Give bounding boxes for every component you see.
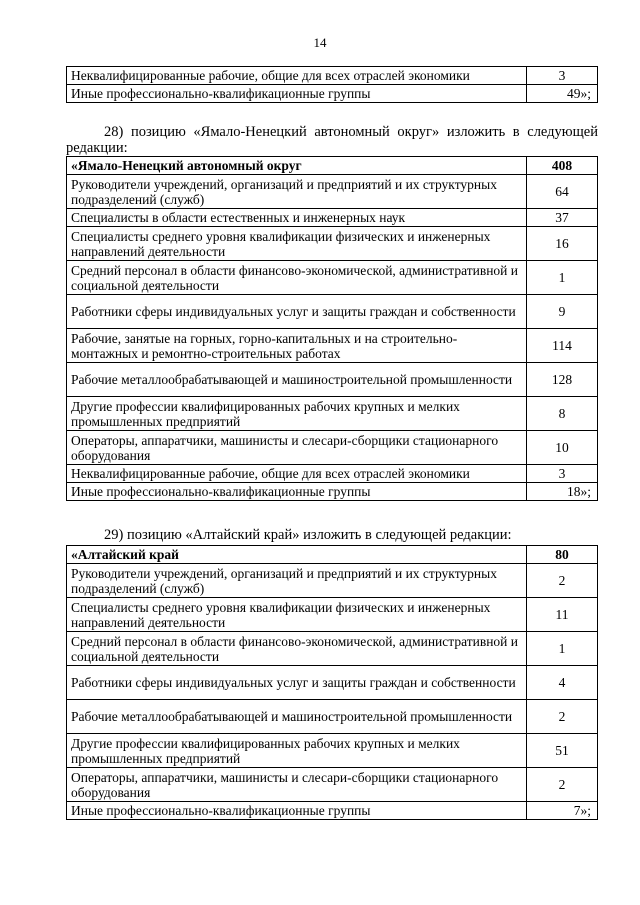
table-row (67, 209, 598, 227)
table-row (67, 598, 598, 632)
row-label: Специалисты в области естественных и инженерных наук (67, 209, 527, 227)
top-table (66, 66, 598, 103)
row-value: 49»; (527, 85, 598, 103)
row-label: Руководители учреждений, организаций и предприятий и их структурных подразделений (служб) (67, 175, 527, 209)
row-label: Другие профессии квалифицированных рабочих крупных и мелких промышленных предприятий (67, 397, 527, 431)
row-value: 8 (527, 397, 598, 431)
row-label: Неквалифицированные рабочие, общие для всех отраслей экономики (67, 67, 527, 85)
region-total: 408 (527, 157, 598, 175)
row-value: 114 (527, 329, 598, 363)
table-row (67, 397, 598, 431)
row-label: Рабочие металлообрабатывающей и машиностроительной промышленности (67, 363, 527, 397)
row-label: Операторы, аппаратчики, машинисты и слесари-сборщики стационарного оборудования (67, 768, 527, 802)
row-label: Работники сферы индивидуальных услуг и защиты граждан и собственности (67, 666, 527, 700)
row-label: Работники сферы индивидуальных услуг и защиты граждан и собственности (67, 295, 527, 329)
row-label: Средний персонал в области финансово-экономической, административной и социальной деятельности (67, 632, 527, 666)
table-row (67, 431, 598, 465)
row-label: Рабочие, занятые на горных, горно-капитальных и на строительно-монтажных и ремонтно-строительных работах (67, 329, 527, 363)
section-29-text: 29) позицию «Алтайский край» изложить в следующей редакции: (104, 527, 512, 543)
altai-krai-table (66, 545, 598, 820)
row-label: Операторы, аппаратчики, машинисты и слесари-сборщики стационарного оборудования (67, 431, 527, 465)
row-label: Средний персонал в области финансово-экономической, административной и социальной деятельности (67, 261, 527, 295)
region-total: 80 (527, 546, 598, 564)
row-label: Специалисты среднего уровня квалификации физических и инженерных направлений деятельности (67, 227, 527, 261)
row-value: 18»; (527, 483, 598, 501)
row-value: 9 (527, 295, 598, 329)
row-value: 128 (527, 363, 598, 397)
section-28-text: 28) позицию «Ямало-Ненецкий автономный округ» изложить в следующей редакции: (66, 124, 598, 156)
row-label: Иные профессионально-квалификационные группы (67, 85, 527, 103)
row-label: Иные профессионально-квалификационные группы (67, 802, 527, 820)
row-label: Другие профессии квалифицированных рабочих крупных и мелких промышленных предприятий (67, 734, 527, 768)
page-number: 14 (313, 35, 327, 50)
row-value: 3 (527, 67, 598, 85)
row-value: 7»; (527, 802, 598, 820)
row-label: Неквалифицированные рабочие, общие для всех отраслей экономики (67, 465, 527, 483)
table-row (67, 564, 598, 598)
table-header-row (67, 546, 598, 564)
table-row (67, 483, 598, 501)
row-value: 11 (527, 598, 598, 632)
row-value: 64 (527, 175, 598, 209)
table-row (67, 465, 598, 483)
row-value: 4 (527, 666, 598, 700)
table-row (67, 67, 598, 85)
table-header-row (67, 157, 598, 175)
yamalo-nenets-table (66, 156, 598, 501)
row-label: Рабочие металлообрабатывающей и машиностроительной промышленности (67, 700, 527, 734)
region-name: «Алтайский край (67, 546, 527, 564)
row-value: 1 (527, 632, 598, 666)
row-value: 10 (527, 431, 598, 465)
table-row (67, 700, 598, 734)
table-row (67, 175, 598, 209)
table-row (67, 768, 598, 802)
table-row (67, 85, 598, 103)
table-row (67, 329, 598, 363)
table-row (67, 734, 598, 768)
row-value: 1 (527, 261, 598, 295)
table-row (67, 802, 598, 820)
row-label: Иные профессионально-квалификационные группы (67, 483, 527, 501)
row-value: 37 (527, 209, 598, 227)
row-value: 2 (527, 768, 598, 802)
table-row (67, 227, 598, 261)
table-row (67, 363, 598, 397)
row-value: 2 (527, 700, 598, 734)
row-value: 3 (527, 465, 598, 483)
row-label: Руководители учреждений, организаций и предприятий и их структурных подразделений (служб) (67, 564, 527, 598)
table-row (67, 295, 598, 329)
region-name: «Ямало-Ненецкий автономный округ (67, 157, 527, 175)
table-row (67, 632, 598, 666)
row-label: Специалисты среднего уровня квалификации физических и инженерных направлений деятельности (67, 598, 527, 632)
row-value: 16 (527, 227, 598, 261)
table-row (67, 261, 598, 295)
row-value: 2 (527, 564, 598, 598)
table-row (67, 666, 598, 700)
row-value: 51 (527, 734, 598, 768)
